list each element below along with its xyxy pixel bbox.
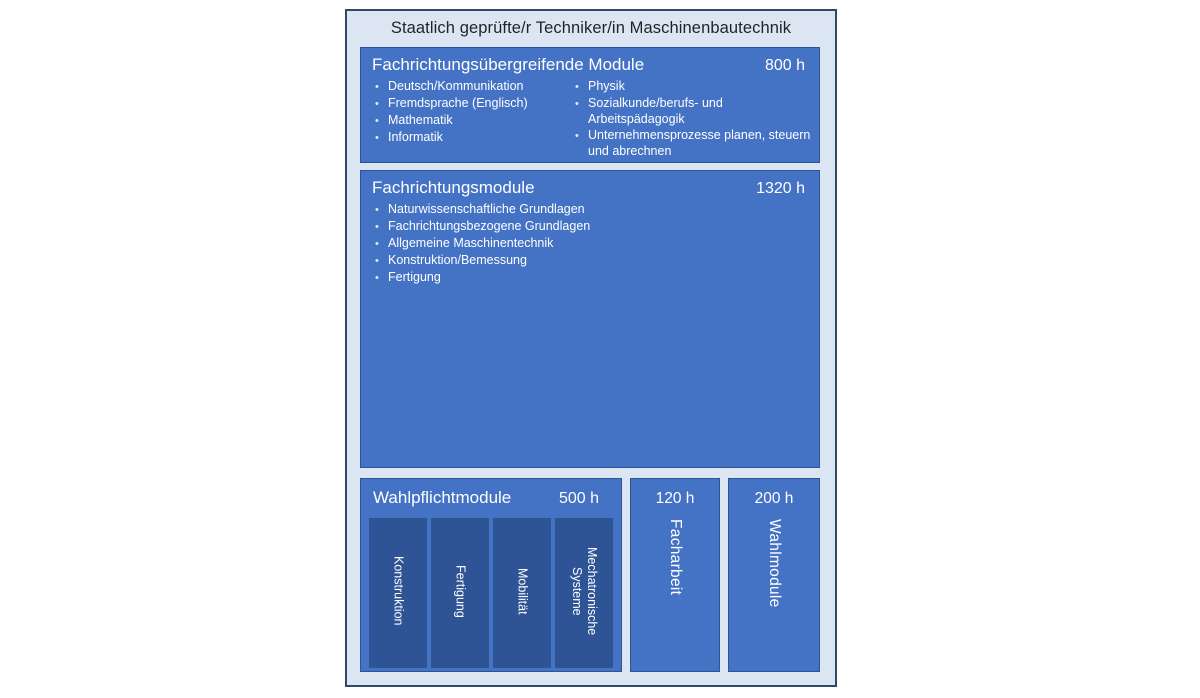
diagram-panel bbox=[345, 9, 837, 687]
list-item bbox=[365, 112, 565, 129]
box-cross-header bbox=[361, 48, 819, 77]
bullet-icon bbox=[565, 78, 588, 95]
bullet-icon bbox=[365, 129, 388, 146]
wahlpflicht-submodules bbox=[369, 518, 613, 668]
bullet-icon bbox=[365, 78, 388, 95]
bullet-icon bbox=[365, 235, 388, 252]
list-item-label: Fertigung bbox=[388, 270, 441, 284]
list-item-label: Allgemeine Maschinentechnik bbox=[388, 236, 554, 250]
wahlpflicht-hours: 500 h bbox=[558, 490, 599, 507]
bullet-icon bbox=[365, 269, 388, 286]
submodule-label: Konstruktion bbox=[391, 556, 406, 626]
box-cross-hours: 800 h bbox=[764, 57, 805, 74]
submodule-label: Fertigung bbox=[453, 564, 468, 618]
list-item bbox=[365, 201, 815, 218]
submodule-konstruktion bbox=[369, 518, 427, 668]
box-cross-modules bbox=[360, 47, 820, 163]
list-item-label: Deutsch/Kommunikation bbox=[388, 79, 524, 93]
box-field-hours: 1320 h bbox=[756, 180, 805, 197]
bullet-icon bbox=[365, 252, 388, 269]
list-item bbox=[565, 95, 815, 127]
box-field-header bbox=[361, 171, 819, 200]
bullet-icon bbox=[565, 95, 588, 127]
list-item bbox=[565, 127, 815, 159]
submodule-mobilitaet bbox=[493, 518, 551, 668]
box-field-title: Fachrichtungsmodule bbox=[372, 178, 535, 197]
box-facharbeit bbox=[630, 478, 720, 672]
list-item-label: Fachrichtungsbezogene Grundlagen bbox=[388, 219, 591, 233]
bullet-icon bbox=[365, 112, 388, 129]
list-item bbox=[365, 235, 815, 252]
list-item bbox=[565, 78, 815, 95]
list-item bbox=[365, 78, 565, 95]
wahlpflicht-header bbox=[361, 479, 621, 508]
submodule-label: Mobilität bbox=[515, 567, 530, 615]
list-item-label: Konstruktion/Bemessung bbox=[388, 253, 527, 267]
bullet-icon bbox=[365, 201, 388, 218]
list-item-label: Sozialkunde/berufs- und Arbeitspädagogik bbox=[588, 96, 723, 126]
list-item bbox=[365, 129, 565, 146]
list-item bbox=[365, 252, 815, 269]
list-item bbox=[365, 95, 565, 112]
facharbeit-hours: 120 h bbox=[655, 490, 695, 507]
list-item-label: Fremdsprache (Englisch) bbox=[388, 96, 528, 110]
bullet-icon bbox=[365, 95, 388, 112]
bottom-row bbox=[360, 478, 820, 672]
wahlpflicht-title: Wahlpflichtmodule bbox=[373, 488, 512, 507]
box-field-column bbox=[365, 201, 815, 286]
facharbeit-label: Facharbeit bbox=[667, 519, 684, 596]
list-item-label: Mathematik bbox=[388, 113, 453, 127]
page-title: Staatlich geprüfte/r Techniker/in Maschinenbautechnik bbox=[390, 19, 792, 37]
box-wahlmodule bbox=[728, 478, 820, 672]
list-item-label: Unternehmensprozesse planen, steuern und abrechnen bbox=[588, 128, 811, 158]
box-cross-column-right bbox=[565, 78, 815, 159]
submodule-fertigung bbox=[431, 518, 489, 668]
submodule-mechatronische-systeme bbox=[555, 518, 613, 668]
list-item-label: Physik bbox=[588, 79, 625, 93]
bullet-icon bbox=[565, 127, 588, 159]
list-item-label: Naturwissenschaftliche Grundlagen bbox=[388, 202, 585, 216]
box-cross-title: Fachrichtungsübergreifende Module bbox=[372, 55, 645, 74]
wahlmodule-label: Wahlmodule bbox=[766, 519, 783, 608]
list-item bbox=[365, 218, 815, 235]
box-cross-columns bbox=[361, 77, 819, 159]
box-field-modules bbox=[360, 170, 820, 468]
box-field-list bbox=[361, 200, 819, 286]
submodule-label: Mechatronische Systeme bbox=[570, 546, 599, 636]
box-wahlpflichtmodule bbox=[360, 478, 622, 672]
box-cross-column-left bbox=[365, 78, 565, 159]
wahlmodule-hours: 200 h bbox=[754, 490, 794, 507]
list-item bbox=[365, 269, 815, 286]
list-item-label: Informatik bbox=[388, 130, 443, 144]
bullet-icon bbox=[365, 218, 388, 235]
